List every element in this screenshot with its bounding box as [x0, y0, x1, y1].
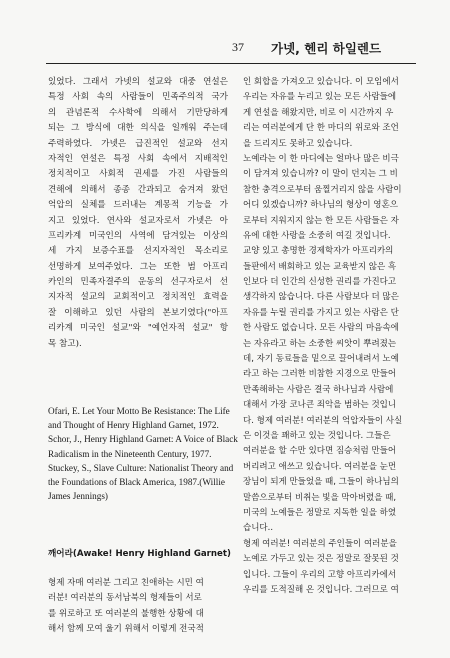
text-line: 자유를 누릴 권리를 가지고 있는 사람은 단 [243, 307, 399, 318]
text-line: 리카계 미국인 설교"와 "예언자적 설교" 항 [48, 323, 228, 334]
text-line: 대해서 가장 코나큰 죄악을 범하는 것입니 [243, 400, 397, 411]
references [48, 404, 238, 503]
text-line: 되는 그 방식에 대한 의식을 일깨워 주는데 [48, 123, 228, 134]
text-line: 주력하였다. 가넷은 급진적인 설교와 선지 [48, 138, 228, 149]
text-line: 어디 있겠습니까? 하나님의 형상이 영혼으 [243, 200, 398, 211]
text-line: 특정 사회 속의 사람들이 민족주의적 국가 [48, 92, 228, 103]
text-line: 우리는 자유를 누리고 있는 모든 사람들에 [243, 92, 397, 103]
text-line: 게 연설을 해왔지만, 비로 이 시간까지 우 [243, 107, 394, 118]
page-number: 37 [232, 40, 244, 54]
reference-line: and Thought of Henry Highland Garnet, 1972. [48, 420, 219, 431]
text-line: 교양 있고 총명한 경제학자가 아프리카의 [243, 246, 394, 257]
text-line: 를 위로하고 또 여러분의 불행한 상황에 대 [48, 608, 204, 619]
left-column-body [48, 75, 228, 352]
text-line: 장님이 되게 만들었을 때, 그들이 하나님의 [243, 477, 399, 488]
reference-line: Schor, J., Henry Highland Garnet: A Voice of Black [48, 434, 238, 445]
reference-line: the Foundations of Black America, 1987.(Willie [48, 477, 225, 488]
text-line: 리는 여러분에게 단 한 마디의 위로와 조언 [243, 123, 399, 134]
text-line: 데, 자기 동료들을 밑으로 끌어내려서 노예 [243, 354, 399, 365]
text-line: 지자적 설교의 교회적이고 정치적인 효력을 [48, 292, 228, 303]
text-line: 프리카계 미국인의 사역에 담겨있는 이상의 [48, 230, 228, 241]
text-line: 목 참고). [48, 338, 82, 349]
reference-entry [48, 461, 232, 504]
text-line: 정치적이고 사회적 권세를 가진 사람들의 [48, 169, 228, 180]
text-line: 세 가지 보증수표를 선지자적인 목소리로 [48, 246, 228, 257]
reference-entry [48, 432, 238, 460]
text-line: 생각하지 않습니다. 다른 사람보다 더 많은 [243, 292, 399, 303]
text-line: 러분! 여러분의 동서남북의 형제들이 서로 [48, 593, 202, 604]
reference-line: Radicalism in the Nineteenth Century, 1977. [48, 448, 212, 459]
text-line: 인 회합을 가져오고 있습니다. 이 모임에서 [243, 77, 399, 87]
text-line: 인보다 더 인간의 신성한 권리를 가진다고 [243, 277, 397, 288]
text-line: 노예라는 이 한 마디에는 얼마나 많은 비극 [243, 153, 399, 164]
text-line: 이 담겨져 있습니까? 이 말이 던지는 그 비 [243, 169, 398, 180]
text-line: 버리려고 애쓰고 있습니다. 여러분을 눈먼 [243, 461, 397, 472]
text-line: 자적인 연설은 특정 사회 속에서 지배적인 [48, 153, 228, 164]
text-line: 카인의 민족자결주의 운동의 선구자로서 선 [48, 277, 228, 288]
text-line: 들판에서 배회하고 있는 교육받지 않은 흑 [243, 261, 397, 272]
text-line: 습니다.. [243, 523, 274, 534]
reference-line: James Jennings) [48, 491, 108, 502]
text-line: 다. 형제 여러분! 여러분의 억압자들이 사실 [243, 415, 403, 426]
text-line: 여러분을 할 수만 있다면 짐승처럼 만들어 [243, 446, 397, 457]
text-line: 견해에 의해서 종종 간과되고 숨겨져 왔던 [48, 184, 228, 195]
text-line: 잘 이해하고 있던 사람의 본보기였다("아프 [48, 307, 228, 318]
page-header [0, 40, 450, 60]
text-line: 우리를 도적질해 온 것입니다. 그러므로 여 [243, 584, 399, 595]
reference-line: Ofari, E. Let Your Motto Be Resistance: The Life [48, 406, 230, 416]
text-line: 을 드리지도 못하고 있습니다. [243, 138, 353, 149]
text-line: 의 관념론적 수사학에 의해서 기만당하게 [48, 107, 228, 118]
text-line: 참한 충격으로부터 움찔거리지 않을 사람이 [243, 184, 402, 195]
header-rule [46, 63, 416, 64]
text-line: 지고 있었다. 연사와 설교자로서 가넷은 아 [48, 215, 228, 226]
text-line: 미국의 노예들은 정말로 지독한 일을 하였 [243, 507, 397, 518]
reference-line: Stuckey, S., Slave Culture: Nationalist Theory and [48, 462, 234, 473]
text-line: 형제 자매 여러분 그리고 친애하는 시민 여 [48, 578, 204, 588]
text-line: 입니다. 그들이 우리의 고향 아프리카에서 [243, 569, 397, 580]
text-line: 는 자유라고 하는 소중한 씨앗이 뿌려졌는 [243, 338, 397, 349]
text-line: 선명하게 보여주었다. 그는 또한 범 아프리 [48, 261, 228, 272]
text-line: 유에 대한 사랑을 소중히 여길 것입니다. [243, 230, 391, 241]
text-line: 말씀으로부터 비취는 빛을 막아버렸을 때, [243, 492, 397, 503]
text-line: 노예로 가두고 있는 것은 정말로 잘못된 것 [243, 554, 399, 565]
section-body [48, 576, 228, 638]
running-title: 가넷, 헨리 하일렌드 [271, 41, 382, 56]
text-line: 로부터 지워지지 않는 한 모든 사람들은 자 [243, 215, 399, 226]
text-line: 억압의 실체를 드러내는 계몽적 기능을 가 [48, 200, 228, 211]
text-line: 은 이것을 꽤하고 있는 것입니다. 그들은 [243, 430, 391, 441]
section-title: 깨어라(Awake! Henry Highland Garnet) [48, 549, 231, 559]
text-line: 해서 함께 모여 울기 위해서 이렇게 전국적 [48, 624, 204, 635]
text-line: 있었다. 그래서 가넷의 설교와 대중 연설은 [48, 77, 228, 87]
reference-entry [48, 404, 232, 432]
text-line: 만족해하는 사람은 결국 하나님과 사람에 [243, 384, 394, 395]
text-line: 라고 하는 그러한 비참한 지경으로 만들어 [243, 369, 397, 380]
right-column-body [243, 75, 421, 598]
text-line: 형제 여러분! 여러분의 주인들이 여러분을 [243, 538, 397, 549]
text-line: 한 사람도 없습니다. 모든 사람의 마음속에 [243, 323, 399, 334]
